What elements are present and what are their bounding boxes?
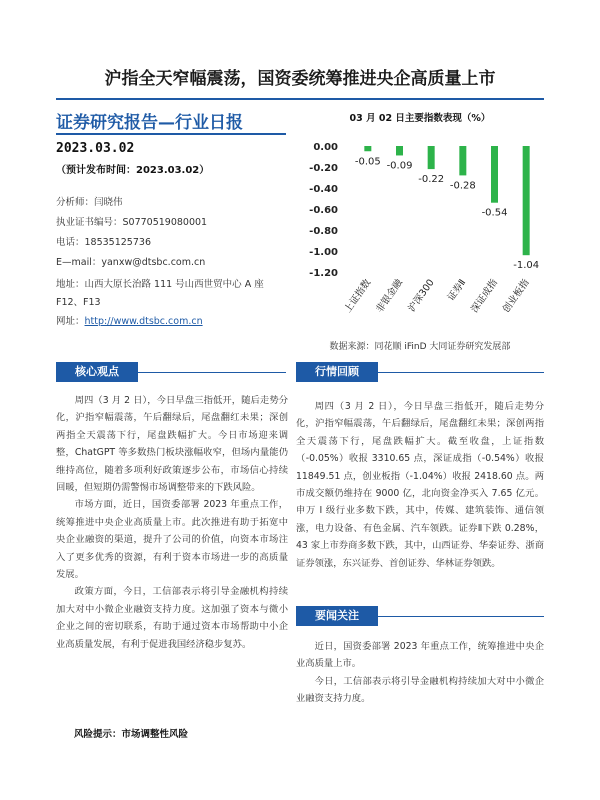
bar-1 bbox=[396, 146, 403, 155]
x-tick-label: 非银金融 bbox=[374, 277, 405, 315]
website-row bbox=[56, 313, 203, 327]
bar-4 bbox=[491, 146, 498, 203]
bars bbox=[355, 146, 539, 271]
bar-value-label: -0.05 bbox=[354, 156, 381, 168]
website-link[interactable]: http://www.dtsbc.com.cn bbox=[84, 316, 203, 327]
y-tick-label: -0.40 bbox=[309, 184, 338, 195]
headline: 沪指全天窄幅震荡，国资委统筹推进央企高质量上市 bbox=[104, 69, 496, 89]
y-tick-label: -0.80 bbox=[309, 226, 338, 237]
phone: 电话：18535125736 bbox=[56, 237, 151, 248]
y-tick-label: -0.20 bbox=[309, 163, 338, 174]
y-tick-label: 0.00 bbox=[313, 142, 338, 153]
bar-0 bbox=[364, 146, 371, 151]
news-body bbox=[296, 638, 544, 708]
index-performance-chart bbox=[296, 126, 544, 338]
header-rule bbox=[56, 98, 544, 100]
risk-warning: 风险提示：市场调整性风险 bbox=[74, 729, 189, 740]
bar-2 bbox=[428, 146, 435, 169]
x-tick-label: 上证指数 bbox=[342, 277, 374, 315]
report-type: 证券研究报告—行业日报 bbox=[56, 113, 243, 133]
bar-3 bbox=[459, 146, 466, 175]
x-tick-label: 沪深300 bbox=[406, 277, 437, 315]
x-axis-labels bbox=[342, 276, 532, 314]
core-view-paragraph: 市场方面，近日，国资委部署 2023 年重点工作，统筹推进中央企业高质量上市。此次推进有助于拓宽中央企业融资的渠道，提升了公司的价值，向资本市场注入了更多优秀的资源，有利于资本市场进一步的高质量发展。 bbox=[56, 499, 288, 581]
chart-source: 数据来源：同花顺 iFinD 大同证券研究发展部 bbox=[329, 342, 511, 352]
publish-date: （预计发布时间：2023.03.02） bbox=[56, 165, 210, 176]
bar-5 bbox=[523, 146, 530, 255]
y-tick-label: -1.20 bbox=[309, 268, 338, 279]
y-axis bbox=[309, 142, 338, 279]
core-view-paragraph: 政策方面，今日，工信部表示将引导金融机构持续加大对中小微企业融资支持力度。这加强了资本与微小企业之间的密切联系，有助于通过资本市场帮助中小企业高质量发展，有利于促进我国经济稳步复苏。 bbox=[56, 586, 288, 650]
core-view-body bbox=[56, 392, 288, 653]
news-paragraph: 今日，工信部表示将引导金融机构持续加大对中小微企业融资支持力度。 bbox=[296, 675, 544, 705]
address-line2: F12、F13 bbox=[56, 297, 101, 308]
core-view-paragraph: 周四（3 月 2 日），今日早盘三指低开，随后走势分化，沪指窄幅震荡，午后翻绿后，尾盘翻红未果；深创两指全天震荡下行，尾盘跌幅扩大。今日市场迎来调整，ChatGPT 等多数热门板块涨幅收窄，但场内量能仍维持高位，随着多项利好政策逐步公布，市场信心持续回暖，但短期仍需警惕市场调整带来的下跌风险。 bbox=[56, 395, 288, 494]
report-type-rule bbox=[56, 133, 286, 135]
email: E—mail：yanxw@dtsbc.com.cn bbox=[56, 257, 206, 268]
x-tick-label: 创业板指 bbox=[500, 277, 532, 315]
chart-title: 03 月 02 日主要指数表现（%） bbox=[349, 113, 491, 124]
report-date: 2023.03.02 bbox=[56, 141, 135, 156]
bar-value-label: -0.09 bbox=[386, 160, 413, 172]
x-tick-label: 证券Ⅱ bbox=[445, 277, 469, 304]
market-review-body bbox=[296, 398, 544, 572]
certificate-number: 执业证书编号：S0770519080001 bbox=[56, 217, 208, 228]
market-review-paragraph: 周四（3 月 2 日），今日早盘三指低开，随后走势分化，沪指窄幅震荡，午后翻绿后，尾盘翻红未果；深创两指全天震荡下行，尾盘跌幅扩大。截至收盘，上证指数（-0.05%）收报 3310.65 点，深证成指（-0.54%）收报 11849.51 点，创业板指（-1.04%）收报 2418.60 点。两市成交额仍维持在 9000 亿，北向资金净买入 7.65 亿元。申万 I 级行业多数下跌，其中，传媒、建筑装饰、通信领涨，电力设备、有色金属、汽车领跌。证券Ⅱ下跌 0.28%，43 家上市券商多数下跌，其中，山西证券、华泰证券、浙商证券领涨，东兴证券、首创证券、华林证券领跌。 bbox=[296, 401, 544, 569]
y-tick-label: -1.00 bbox=[309, 247, 338, 258]
address-line1: 地址：山西大原长治路 111 号山西世贸中心 A 座 bbox=[56, 279, 264, 290]
bar-value-label: -0.54 bbox=[481, 207, 508, 219]
analyst: 分析师：闫晓伟 bbox=[56, 197, 123, 208]
news-header: 要闻关注 bbox=[296, 606, 378, 626]
bar-value-label: -0.22 bbox=[418, 174, 445, 186]
y-tick-label: -0.60 bbox=[309, 205, 338, 216]
market-review-header: 行情回顾 bbox=[296, 362, 378, 382]
bar-value-label: -1.04 bbox=[513, 260, 540, 272]
website-label: 网址： bbox=[56, 316, 85, 327]
core-view-header: 核心观点 bbox=[56, 362, 138, 382]
x-tick-label: 深证成指 bbox=[469, 277, 500, 315]
bar-value-label: -0.28 bbox=[449, 180, 476, 192]
news-paragraph: 近日，国资委部署 2023 年重点工作，统筹推进中央企业高质量上市。 bbox=[296, 641, 544, 670]
